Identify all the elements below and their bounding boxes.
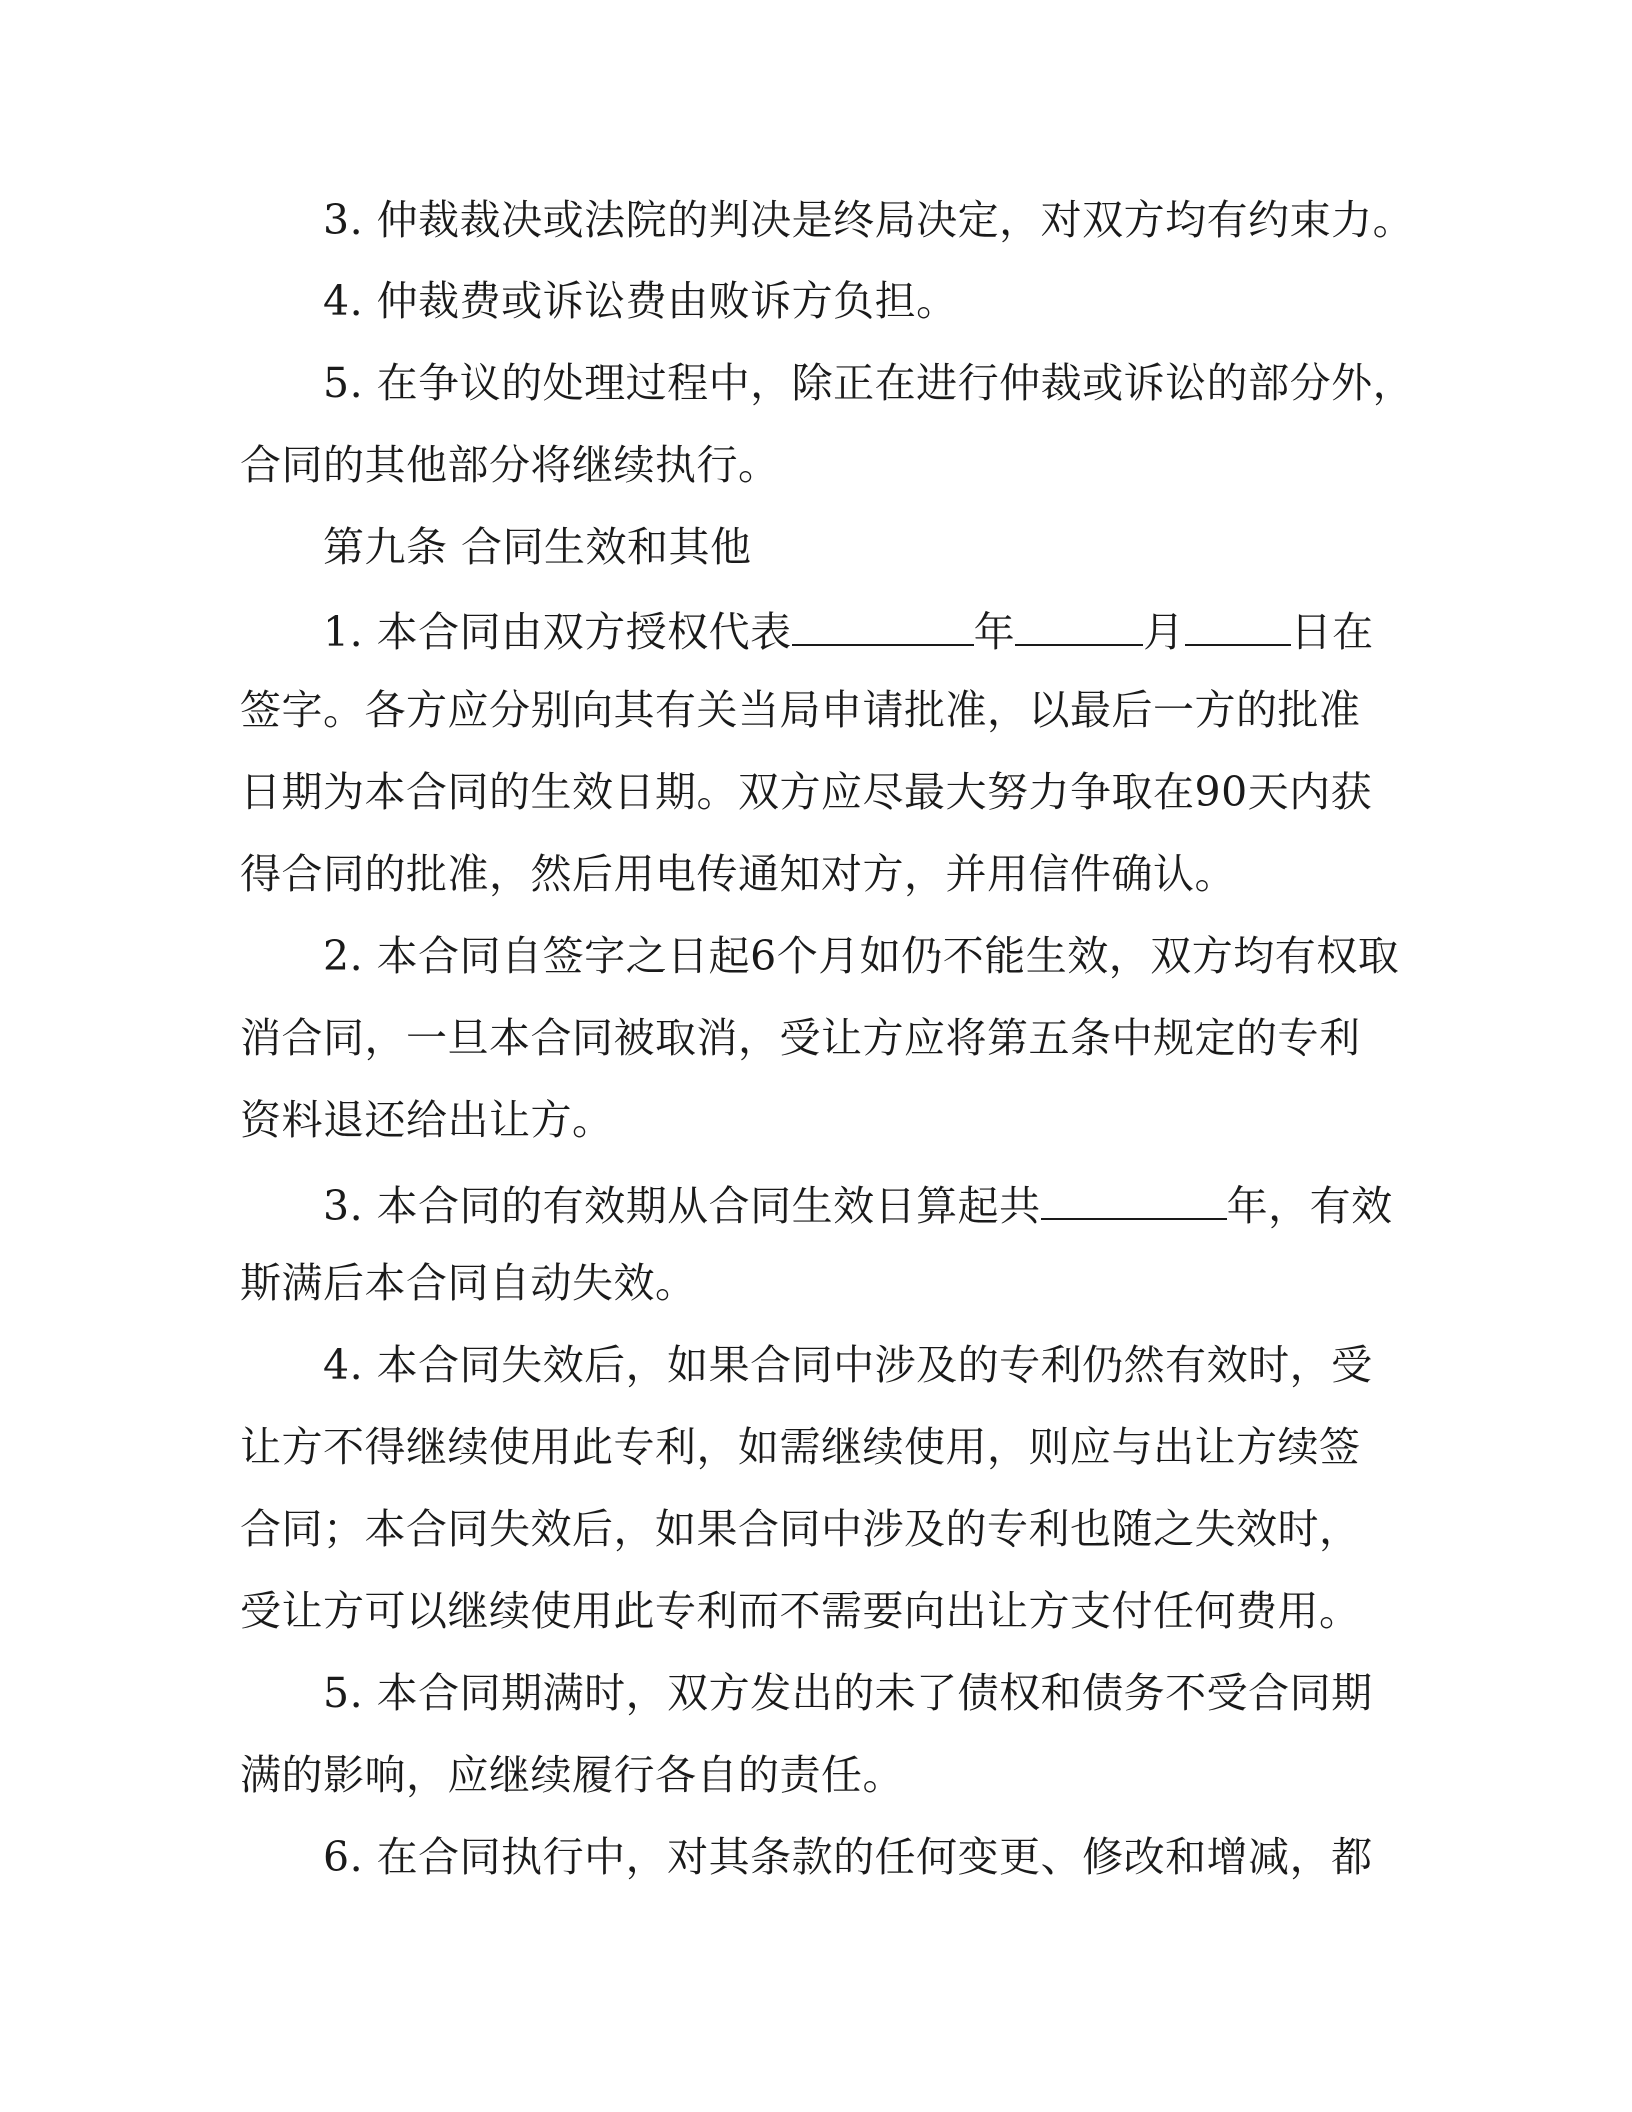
text: 日期为本合同的生效日期。双方应尽最大努力争取在90天内获 xyxy=(240,768,1373,816)
clause-8-item-5-line-1 xyxy=(323,355,1463,411)
text: 3. 仲裁裁决或法院的判决是终局决定，对双方均有约束力。 xyxy=(323,196,1415,244)
text: 斯满后本合同自动失效。 xyxy=(240,1259,697,1307)
day-label: 日在 xyxy=(1290,608,1374,656)
clause-8-item-4 xyxy=(323,273,1463,329)
text: 3. 本合同的有效期从合同生效日算起共 xyxy=(323,1182,1041,1230)
month-label: 月 xyxy=(1143,608,1185,656)
year-label: 年 xyxy=(973,608,1016,656)
text: 5. 本合同期满时，双方发出的未了债权和债务不受合同期 xyxy=(323,1669,1373,1717)
clause-9-item-2-line-1 xyxy=(323,928,1463,984)
text: 资料退还给出让方。 xyxy=(240,1096,614,1144)
clause-9-item-3-line-2 xyxy=(240,1255,1380,1311)
text: 年，有效 xyxy=(1226,1182,1393,1230)
blank-line xyxy=(1041,1174,1227,1220)
clause-9-heading xyxy=(323,519,1463,575)
clause-9-item-3-line-1 xyxy=(323,1174,1463,1230)
text: 6. 在合同执行中，对其条款的任何变更、修改和增减，都 xyxy=(323,1833,1373,1881)
text: 1. 本合同由双方授权代表 xyxy=(323,608,792,656)
clause-9-item-1-line-2 xyxy=(240,682,1380,738)
text: 满的影响，应继续履行各自的责任。 xyxy=(240,1751,904,1799)
clause-9-item-2-line-2 xyxy=(240,1010,1380,1066)
blank-line xyxy=(792,600,974,646)
text: 得合同的批准，然后用电传通知对方，并用信件确认。 xyxy=(240,850,1236,898)
text: 4. 仲裁费或诉讼费由败诉方负担。 xyxy=(323,277,958,325)
clause-9-item-6-line-1 xyxy=(323,1829,1463,1885)
clause-8-item-5-line-2 xyxy=(240,437,1380,493)
text: 合同的其他部分将继续执行。 xyxy=(240,441,780,489)
text: 让方不得继续使用此专利，如需继续使用，则应与出让方续签 xyxy=(240,1423,1361,1471)
heading-text: 第九条 合同生效和其他 xyxy=(323,523,752,571)
text: 合同；本合同失效后，如果合同中涉及的专利也随之失效时， xyxy=(240,1505,1361,1553)
blank-line xyxy=(1185,600,1291,646)
text: 5. 在争议的处理过程中，除正在进行仲裁或诉讼的部分外， xyxy=(323,359,1415,407)
blank-line xyxy=(1015,600,1143,646)
clause-9-item-4-line-1 xyxy=(323,1337,1463,1393)
text: 消合同，一旦本合同被取消，受让方应将第五条中规定的专利 xyxy=(240,1014,1361,1062)
clause-9-item-5-line-2 xyxy=(240,1747,1380,1803)
clause-9-item-2-line-3 xyxy=(240,1092,1380,1148)
clause-9-item-5-line-1 xyxy=(323,1665,1463,1721)
clause-9-item-4-line-3 xyxy=(240,1501,1380,1557)
text: 4. 本合同失效后，如果合同中涉及的专利仍然有效时，受 xyxy=(323,1341,1373,1389)
text: 2. 本合同自签字之日起6个月如仍不能生效，双方均有权取 xyxy=(323,932,1400,980)
clause-8-item-3 xyxy=(323,192,1463,248)
clause-9-item-4-line-2 xyxy=(240,1419,1380,1475)
clause-9-item-1-line-1 xyxy=(323,600,1463,656)
clause-9-item-1-line-4 xyxy=(240,846,1380,902)
text: 签字。各方应分别向其有关当局申请批准，以最后一方的批准 xyxy=(240,686,1361,734)
clause-9-item-1-line-3 xyxy=(240,764,1380,820)
clause-9-item-4-line-4 xyxy=(240,1583,1380,1639)
text: 受让方可以继续使用此专利而不需要向出让方支付任何费用。 xyxy=(240,1587,1361,1635)
